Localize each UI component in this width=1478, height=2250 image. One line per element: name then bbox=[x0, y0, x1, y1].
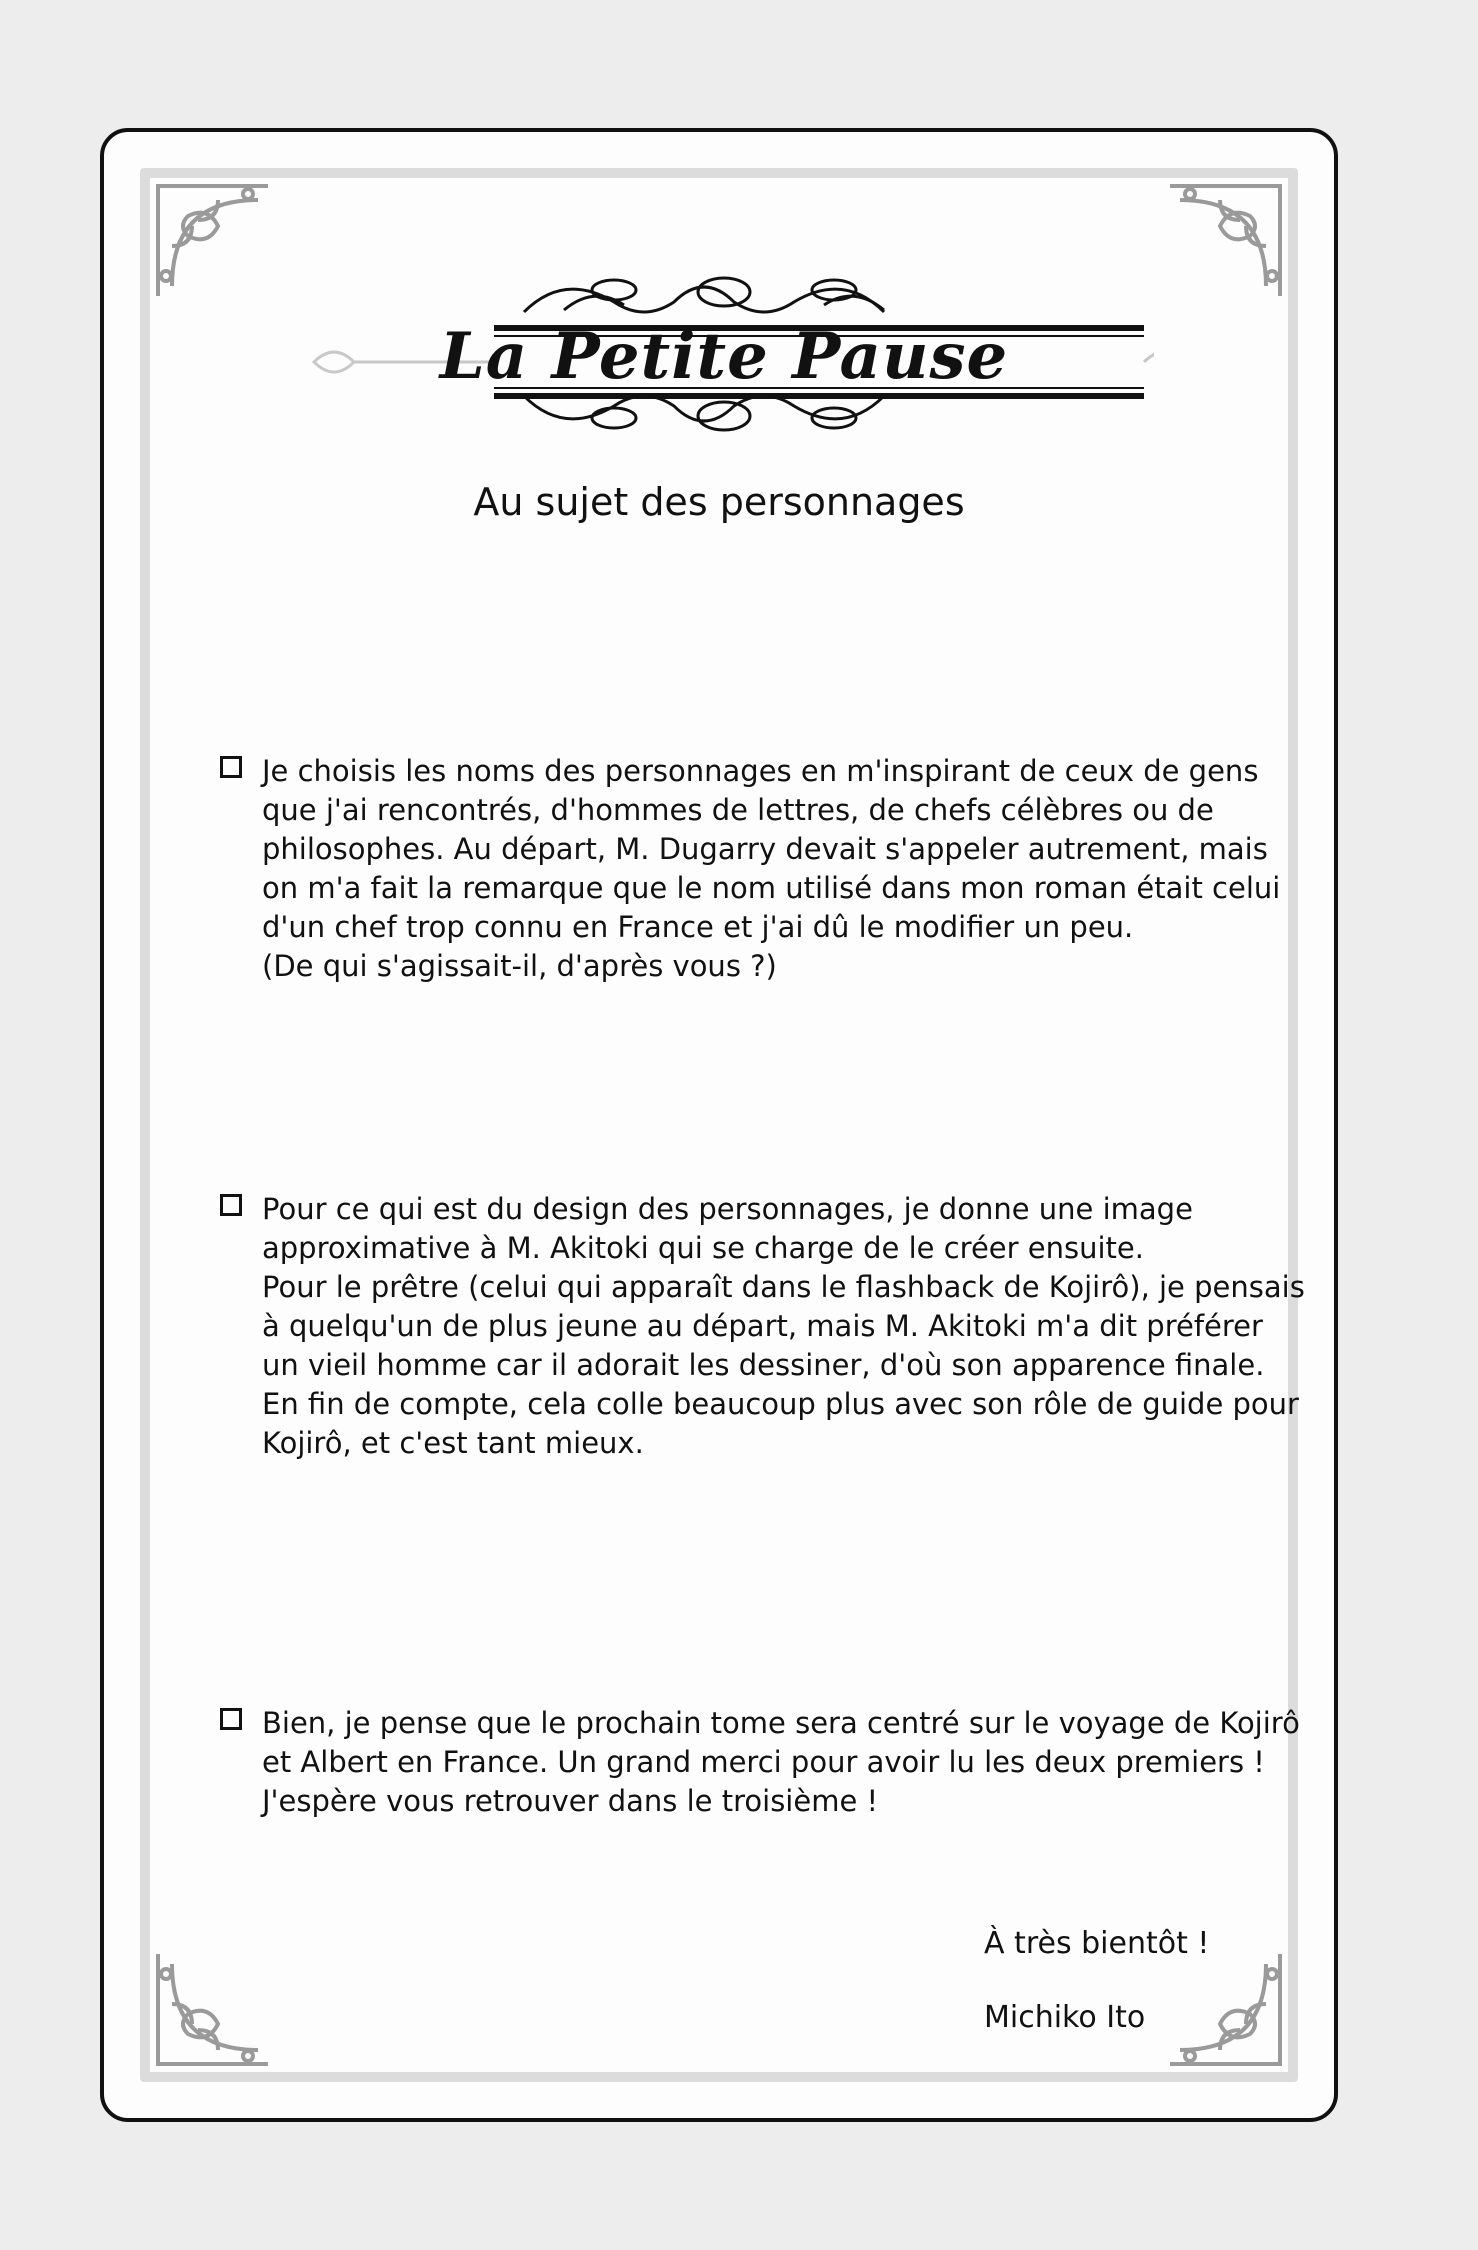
corner-ornament-icon bbox=[148, 1944, 278, 2074]
paragraph-line: Pour le prêtre (celui qui apparaît dans le flashback de Kojirô), je pensais bbox=[262, 1270, 1305, 1304]
paragraph-line: que j'ai rencontrés, d'hommes de lettres, de chefs célèbres ou de bbox=[262, 793, 1214, 827]
paragraph-line: on m'a fait la remarque que le nom utilisé dans mon roman était celui bbox=[262, 871, 1281, 905]
paragraph-line: En fin de compte, cela colle beaucoup plus avec son rôle de guide pour bbox=[262, 1387, 1299, 1421]
paragraph-line: approximative à M. Akitoki qui se charge de le créer ensuite. bbox=[262, 1231, 1144, 1265]
closing-text: À très bientôt ! bbox=[984, 1926, 1210, 1961]
corner-ornament-icon bbox=[148, 176, 278, 306]
paragraph-line: Je choisis les noms des personnages en m'inspirant de ceux de gens bbox=[262, 754, 1259, 788]
checkbox-bullet-icon bbox=[220, 756, 242, 778]
paragraph-line: philosophes. Au départ, M. Dugarry devait s'appeler autrement, mais bbox=[262, 832, 1268, 866]
paragraph-line: d'un chef trop connu en France et j'ai dû le modifier un peu. bbox=[262, 910, 1134, 944]
title-banner bbox=[294, 232, 1154, 472]
paragraph-line: à quelqu'un de plus jeune au départ, mais M. Akitoki m'a dit préférer bbox=[262, 1309, 1263, 1343]
paragraph-line: Bien, je pense que le prochain tome sera centré sur le voyage de Kojirô bbox=[262, 1706, 1300, 1740]
page-title: La Petite Pause bbox=[439, 319, 1009, 394]
paragraph bbox=[230, 752, 1281, 986]
checkbox-bullet-icon bbox=[220, 1708, 242, 1730]
section-subtitle: Au sujet des personnages bbox=[473, 480, 965, 524]
paragraph bbox=[230, 1190, 1305, 1463]
paragraph-line: un vieil homme car il adorait les dessiner, d'où son apparence finale. bbox=[262, 1348, 1265, 1382]
corner-ornament-icon bbox=[1160, 1944, 1290, 2074]
author-signature: Michiko Ito bbox=[984, 2000, 1146, 2035]
paragraph-line: J'espère vous retrouver dans le troisième ! bbox=[262, 1784, 879, 1818]
paragraph bbox=[230, 1704, 1300, 1821]
paragraph-line: Kojirô, et c'est tant mieux. bbox=[262, 1426, 644, 1460]
paragraph-line: (De qui s'agissait-il, d'après vous ?) bbox=[262, 949, 777, 983]
page-card bbox=[100, 128, 1338, 2122]
checkbox-bullet-icon bbox=[220, 1194, 242, 1216]
corner-ornament-icon bbox=[1160, 176, 1290, 306]
paragraph-line: Pour ce qui est du design des personnages, je donne une image bbox=[262, 1192, 1193, 1226]
paragraph-line: et Albert en France. Un grand merci pour avoir lu les deux premiers ! bbox=[262, 1745, 1265, 1779]
